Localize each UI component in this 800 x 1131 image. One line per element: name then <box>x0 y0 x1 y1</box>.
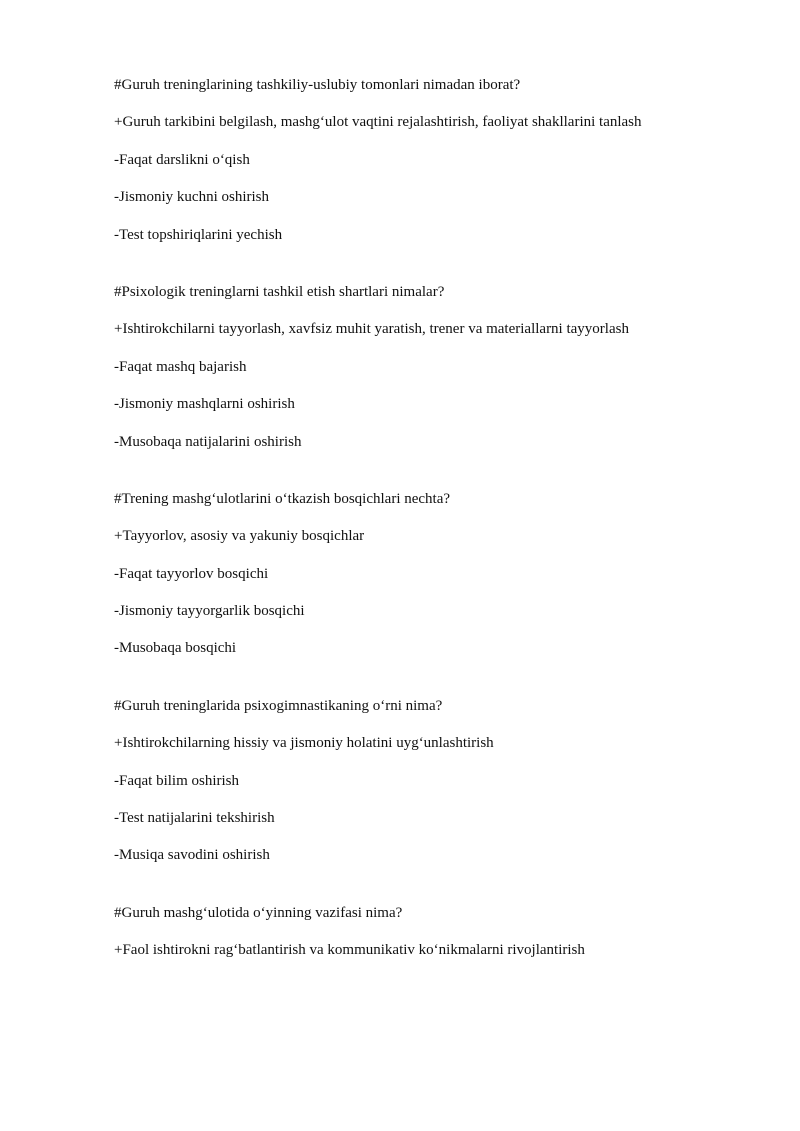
question-block-5 <box>114 903 754 960</box>
answer-option: +Ishtirokchilarning hissiy va jismoniy holatini uyg‘unlashtirish <box>114 735 494 752</box>
question-text: #Guruh treninglarining tashkiliy-uslubiy tomonlari nimadan iborat? <box>114 77 521 93</box>
answer-option: -Jismoniy tayyorgarlik bosqichi <box>114 603 305 620</box>
answer-option: -Faqat darslikni o‘qish <box>114 151 250 168</box>
answer-option: -Test natijalarini tekshirish <box>114 810 275 827</box>
question-text: #Guruh treninglarida psixogimnastikaning o‘rni nima? <box>114 697 443 714</box>
answer-option: -Test topshiriqlarini yechish <box>114 226 283 243</box>
question-text: #Guruh mashg‘ulotida o‘yinning vazifasi nima? <box>114 904 403 921</box>
answer-option: -Faqat bilim oshirish <box>114 772 239 789</box>
answer-option: -Musiqa savodini oshirish <box>114 847 270 864</box>
answer-option: -Musobaqa bosqichi <box>114 640 237 657</box>
question-text: #Trening mashg‘ulotlarini o‘tkazish bosqichlari nechta? <box>114 490 451 507</box>
answer-option: +Faol ishtirokni rag‘batlantirish va kommunikativ ko‘nikmalarni rivojlantirish <box>114 942 585 959</box>
answer-option: +Guruh tarkibini belgilash, mashg‘ulot vaqtini rejalashtirish, faoliyat shakllarini tanlash <box>114 114 642 131</box>
answer-option: -Faqat mashq bajarish <box>114 358 247 375</box>
question-block-3 <box>114 489 754 659</box>
question-block-2 <box>114 282 754 452</box>
question-block-4 <box>114 696 754 866</box>
question-text: #Psixologik treninglarni tashkil etish shartlari nimalar? <box>114 283 445 300</box>
question-block-1 <box>114 75 754 245</box>
answer-option: -Jismoniy kuchni oshirish <box>114 189 270 206</box>
answer-option: +Tayyorlov, asosiy va yakuniy bosqichlar <box>114 528 365 545</box>
answer-option: -Musobaqa natijalarini oshirish <box>114 433 302 450</box>
answer-option: -Faqat tayyorlov bosqichi <box>114 565 269 582</box>
quiz-content <box>114 75 754 998</box>
answer-option: -Jismoniy mashqlarni oshirish <box>114 396 295 413</box>
answer-option: +Ishtirokchilarni tayyorlash, xavfsiz muhit yaratish, trener va materiallarni tayyorlash <box>114 321 629 338</box>
